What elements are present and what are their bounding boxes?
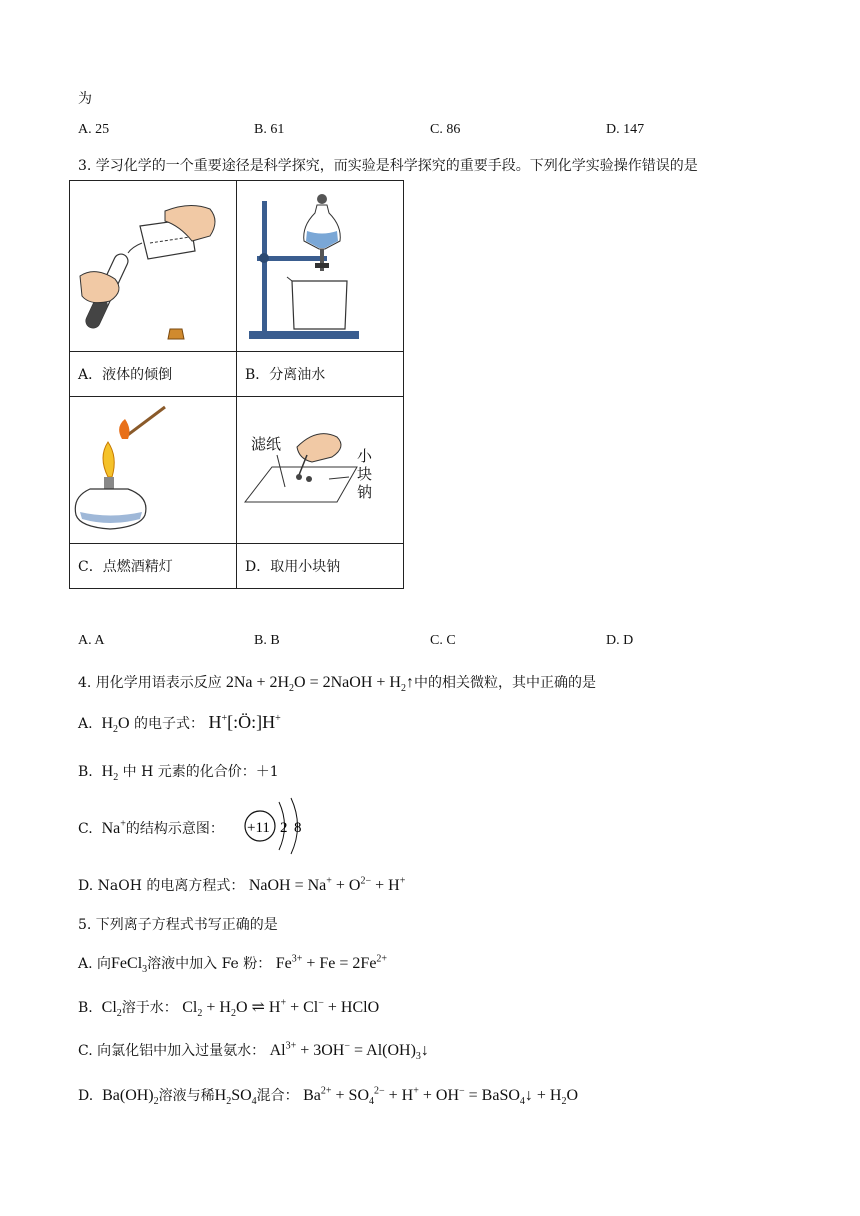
caption-a: A．液体的倾倒 — [70, 352, 237, 397]
q4-option-c[interactable]: C. Na+的结构示意图： — [78, 818, 224, 837]
q4-stem: 4. 用化学用语表示反应 $2Na + 2H_2O$ = 2NaOH + $H_2↑$中的相关微粒，其中正确的是 — [78, 674, 596, 695]
q3-option-b[interactable]: B. B — [254, 633, 280, 648]
q5-option-d[interactable]: D. $Ba(OH)_2$溶液与稀$H_2SO_4$混合： $Ba^{2+} + SO_4^{2-} + H^+ + OH^-$ = BaSO$_4$↓ + $H_2O$ — [78, 1085, 579, 1108]
q5-option-a[interactable]: A. 向FeCl$_3$溶液中加入 Fe 粉： $Fe^{3+} + Fe = 2Fe^{2+}$ — [78, 953, 388, 976]
figure-alcohol-lamp — [70, 397, 236, 543]
q4-option-a[interactable]: A. $H_2O$ 的电子式： H+[:Ö:]H+ — [78, 712, 281, 736]
q3-option-d[interactable]: D. D — [606, 633, 634, 648]
question-fragment: 为 — [78, 91, 92, 107]
q5-option-b[interactable]: B. $Cl_2$溶于水： $Cl_2 + H_2O$ ⇌ H+ + Cl− + HClO — [78, 997, 380, 1020]
svg-text:8: 8 — [294, 820, 302, 836]
q4-option-b[interactable]: B. $H_2$ 中 H 元素的化合价：＋1 — [78, 763, 279, 784]
figure-sodium — [237, 397, 403, 543]
label-small-sodium: 小 块 钠 — [357, 447, 373, 501]
caption-c: C．点燃酒精灯 — [70, 544, 237, 589]
sodium-ion-structure-diagram — [242, 796, 312, 860]
q4-option-d[interactable]: D. NaOH 的电离方程式： NaOH = $Na^+ + O^{2-} + H^+$ — [78, 875, 406, 894]
q5-option-c[interactable]: C. 向氯化铝中加入过量氨水： $Al^{3+} + 3OH^-$ = $Al(OH)_3↓$ — [78, 1040, 429, 1063]
q3-figure-table — [69, 180, 404, 589]
q3-stem: 3. 学习化学的一个重要途径是科学探究，而实验是科学探究的重要手段。下列化学实验操作错误的是 — [78, 158, 698, 174]
q2-option-c[interactable]: C. 86 — [430, 122, 461, 137]
svg-text:2: 2 — [280, 820, 288, 836]
label-filter-paper: 滤纸 — [251, 435, 282, 453]
figure-pouring-liquid — [70, 181, 236, 351]
svg-text:+11: +11 — [247, 820, 270, 836]
q2-option-a[interactable]: A. 25 — [78, 122, 110, 137]
q3-option-a[interactable]: A. A — [78, 633, 105, 648]
figure-separatory-funnel — [237, 181, 403, 351]
q3-option-c[interactable]: C. C — [430, 633, 456, 648]
caption-b: B．分离油水 — [237, 352, 404, 397]
q5-stem: 5. 下列离子方程式书写正确的是 — [78, 917, 278, 933]
q2-option-d[interactable]: D. 147 — [606, 122, 645, 137]
q2-option-b[interactable]: B. 61 — [254, 122, 285, 137]
caption-d: D．取用小块钠 — [237, 544, 404, 589]
